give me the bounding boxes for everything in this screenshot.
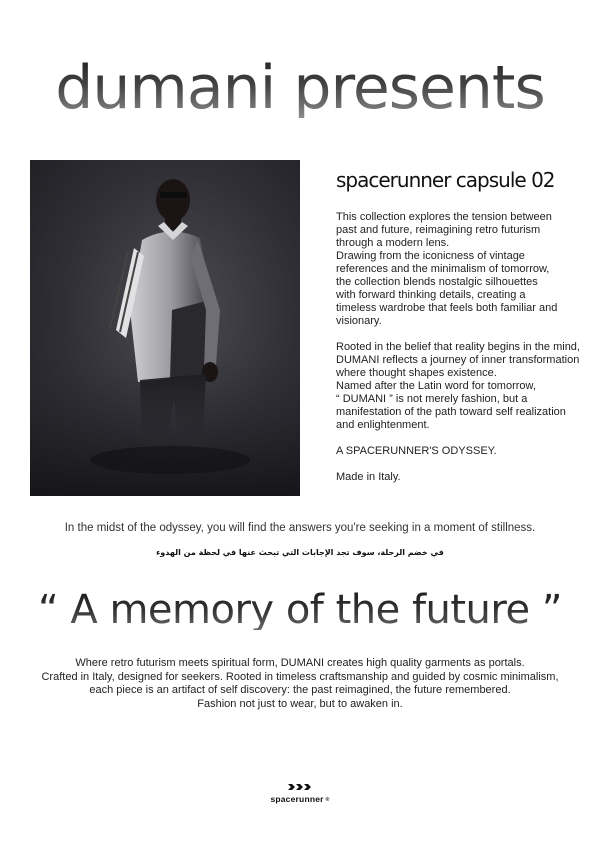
manifesto-text xyxy=(0,657,600,711)
manifesto-line: Fashion not just to wear, but to awaken in. xyxy=(197,697,403,710)
odyssey-line: A SPACERUNNER'S ODYSSEY. xyxy=(336,445,497,457)
made-in-line: Made in Italy. xyxy=(336,471,401,483)
description-paragraph: Rooted in the belief that reality begins in the mind, DUMANI reflects a journey of inner transformation where thought shapes existence. Named after the Latin word for tomorrow, “ DUMANI ” is not merely fashion, but a manifestation of the path toward self realization and enlightenment. xyxy=(336,341,580,431)
brand-wordmark xyxy=(255,794,345,804)
manifesto-line: Where retro futurism meets spiritual form, DUMANI creates high quality garments as portals. xyxy=(75,657,525,669)
page-title: dumani presents xyxy=(0,58,600,118)
manifesto-line: Crafted in Italy, designed for seekers. Rooted in timeless craftsmanship and guided by cosmic minimalism, xyxy=(41,670,559,683)
registered-mark: ® xyxy=(325,797,330,803)
brand-name: spacerunner xyxy=(270,794,324,804)
stillness-line: In the midst of the odyssey, you will find the answers you're seeking in a moment of stillness. xyxy=(64,522,536,534)
model-portrait-photo xyxy=(30,160,300,496)
spacerunner-chevron-logo-icon xyxy=(287,782,313,792)
model-figure-illustration xyxy=(30,160,300,496)
arabic-line: في خضم الرحلة، سوف تجد الإجابات التي تبحث عنها في لحظة من الهدوء xyxy=(156,548,444,557)
manifesto-line: each piece is an artifact of self discovery: the past reimagined, the future remembered. xyxy=(89,684,511,696)
footer-brand xyxy=(255,782,345,808)
capsule-description xyxy=(336,211,580,484)
description-paragraph: This collection explores the tension between past and future, reimagining retro futurism through a modern lens. Drawing from the iconicness of vintage references and the minimalism of tomorrow, the collection blends nostalgic silhouettes with forward thinking details, creating a timeless wardrobe that feels both familiar and visionary. xyxy=(336,211,558,327)
capsule-title: spacerunner capsule 02 xyxy=(336,168,555,192)
quote-headline: “ A memory of the future ” xyxy=(0,590,600,630)
